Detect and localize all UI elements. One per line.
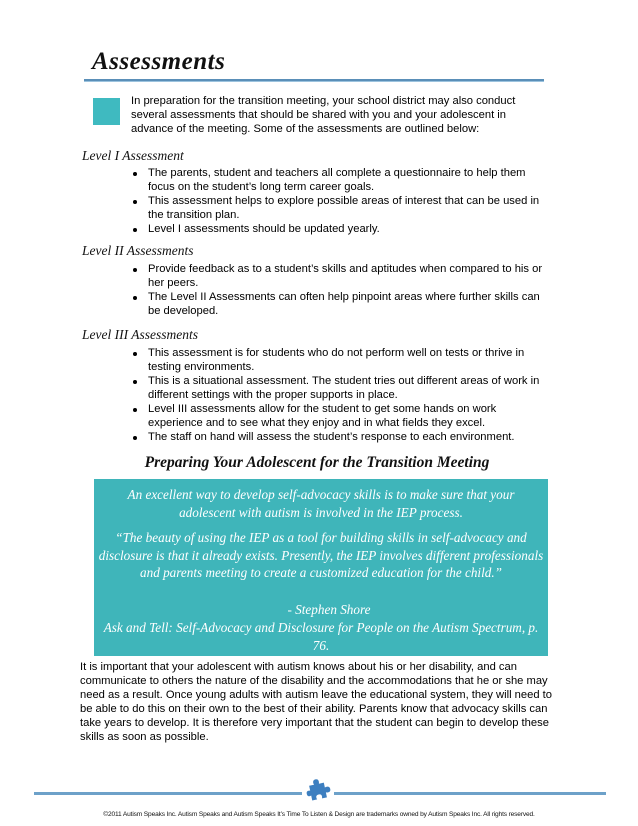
puzzle-piece-icon — [305, 776, 331, 802]
bullet-icon — [133, 228, 137, 232]
list-item-text: Level I assessments should be updated yearly. — [148, 223, 380, 236]
section-heading-level-2: Level II Assessments — [82, 243, 194, 258]
title-underline — [84, 79, 544, 82]
list-item — [131, 167, 546, 195]
list-item-text: This assessment is for students who do not perform well on tests or thrive in testing environments. — [148, 347, 525, 373]
level-3-list — [131, 347, 546, 446]
list-item — [131, 291, 546, 319]
list-item — [131, 347, 546, 375]
list-item-text: This is a situational assessment. The student tries out different areas of work in different settings with the proper supports in place. — [148, 375, 540, 401]
bullet-icon — [133, 296, 137, 300]
level-2-list — [131, 263, 546, 319]
list-item-text: This assessment helps to explore possible areas of interest that can be used in the transition plan. — [148, 195, 540, 221]
callout-lead: An excellent way to develop self-advocacy skills is to make sure that your adolescent with autism is involved in the IEP process. — [127, 487, 515, 520]
callout-author: - Stephen Shore — [287, 602, 371, 617]
list-item — [131, 263, 546, 291]
list-item-text: The parents, student and teachers all complete a questionnaire to help them focus on the student’s long term career goals. — [148, 167, 526, 193]
bullet-icon — [133, 172, 137, 176]
list-item — [131, 223, 546, 237]
level-1-list — [131, 167, 546, 237]
bullet-icon — [133, 268, 137, 272]
list-item-text: The Level II Assessments can often help pinpoint areas where further skills can be developed. — [148, 291, 540, 317]
list-item-text: The staff on hand will assess the student’s response to each environment. — [148, 431, 515, 444]
bullet-icon — [133, 200, 137, 204]
transition-meeting-heading — [0, 454, 638, 472]
list-item-text: Provide feedback as to a student’s skills and aptitudes when compared to his or her peers. — [148, 263, 543, 289]
list-item — [131, 195, 546, 223]
bullet-icon — [133, 380, 137, 384]
section-heading-level-3: Level III Assessments — [82, 327, 198, 342]
footer-rule-right — [334, 792, 606, 795]
intro-paragraph: In preparation for the transition meeting, your school district may also conduct several assessments that should be shared with you and your adolescent in advance of the meeting. Some of the assessments are outlined below: — [131, 95, 516, 136]
list-item — [131, 403, 546, 431]
list-item — [131, 375, 546, 403]
footer-rule-left — [34, 792, 302, 795]
self-advocacy-callout — [94, 479, 548, 656]
teal-accent-block — [93, 98, 120, 125]
copyright-footer: ©2011 Autism Speaks Inc. Autism Speaks and Autism Speaks It’s Time To Listen & Design are trademarks owned by Autism Speaks Inc. All rights reserved. — [103, 811, 535, 818]
bullet-icon — [133, 352, 137, 356]
callout-source: Ask and Tell: Self-Advocacy and Disclosure for People on the Autism Spectrum, p. 76. — [103, 620, 539, 653]
bullet-icon — [133, 436, 137, 440]
closing-paragraph: It is important that your adolescent with autism knows about his or her disability, and can communicate to others the nature of the disability and the accommodations that he or she may need as a result. Once young adults with autism leave the educational system, they will need to be able to do this on their own to the best of their ability. Parents know that advocacy skills can take years to develop. It is therefore very important that the student can begin to develop these skills as soon as possible. — [80, 661, 553, 743]
transition-meeting-heading-text: Preparing Your Adolescent for the Transition Meeting — [144, 454, 490, 471]
callout-quote: “The beauty of using the IEP as a tool for building skills in self-advocacy and disclosure is that it already exists. Presently, the IEP involves different professionals and parents meeting to create a customized education for the child.” — [98, 530, 544, 580]
list-item-text: Level III assessments allow for the student to get some hands on work experience and to see what they enjoy and in what fields they excel. — [148, 403, 497, 429]
page-title: Assessments — [92, 48, 226, 75]
bullet-icon — [133, 408, 137, 412]
section-heading-level-1: Level I Assessment — [82, 148, 184, 163]
list-item — [131, 431, 546, 445]
